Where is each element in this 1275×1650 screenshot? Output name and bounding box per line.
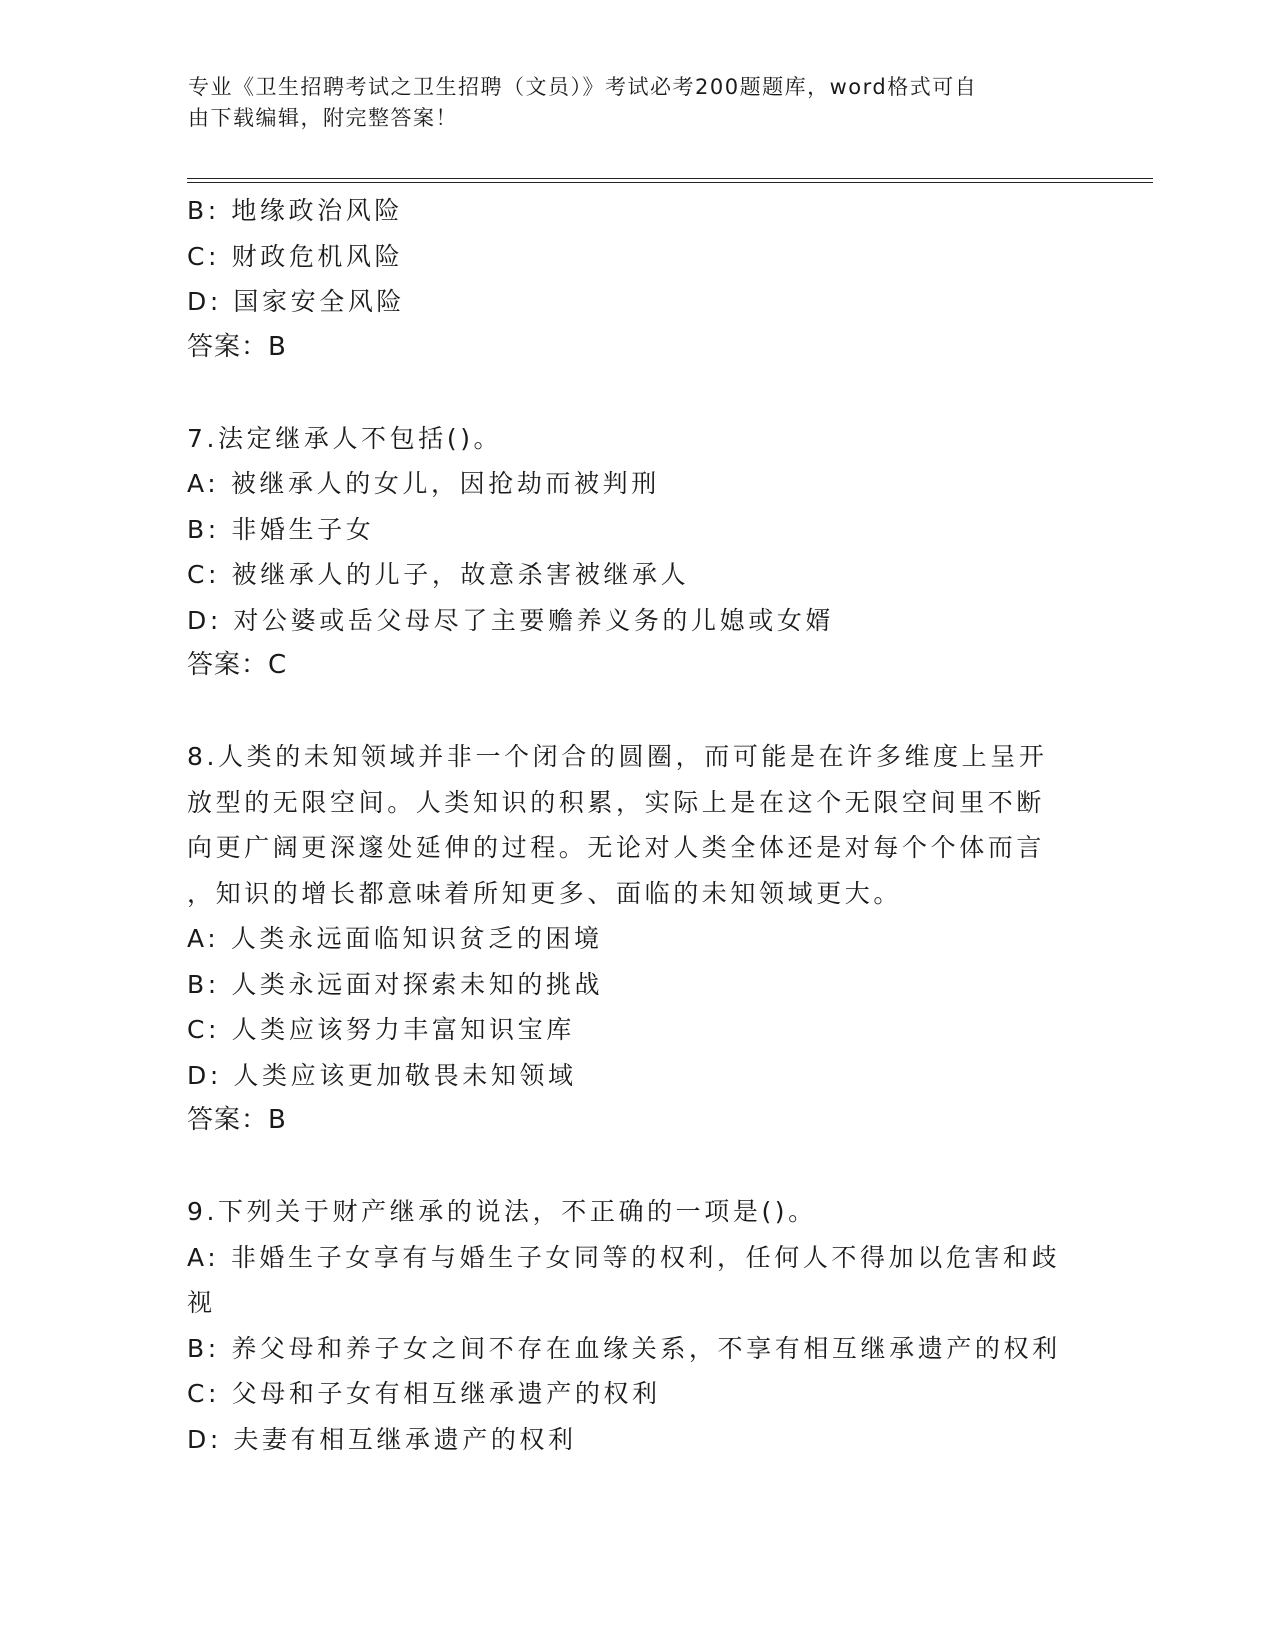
spacer bbox=[187, 689, 1087, 735]
q9-option-a-line-1: A: 非婚生子女享有与婚生子女同等的权利，任何人不得加以危害和歧 bbox=[187, 1242, 1061, 1272]
question-list bbox=[187, 188, 1087, 1462]
q9-option-d: D: 夫妻有相互继承遗产的权利 bbox=[187, 1424, 577, 1454]
q8-question-line-2: 放型的无限空间。人类知识的积累，实际上是在这个无限空间里不断 bbox=[187, 787, 1046, 817]
question-9 bbox=[187, 1189, 1087, 1462]
q9-option-b: B: 养父母和养子女之间不存在血缘关系，不享有相互继承遗产的权利 bbox=[187, 1333, 1061, 1363]
q7-question: 7.法定继承人不包括()。 bbox=[187, 423, 503, 453]
q9-question: 9.下列关于财产继承的说法，不正确的一项是()。 bbox=[187, 1197, 817, 1226]
q8-option-a: A: 人类永远面临知识贫乏的困境 bbox=[187, 924, 603, 953]
spacer bbox=[187, 370, 1087, 416]
q7-option-a: A: 被继承人的女儿，因抢劫而被判刑 bbox=[187, 469, 660, 498]
q7-answer: 答案：C bbox=[187, 650, 288, 680]
q8-option-c: C: 人类应该努力丰富知识宝库 bbox=[187, 1015, 575, 1044]
question-6 bbox=[187, 188, 1087, 370]
q8-option-d: D: 人类应该更加敬畏未知领域 bbox=[187, 1060, 577, 1090]
question-8 bbox=[187, 734, 1087, 1144]
q6-option-d: D: 国家安全风险 bbox=[187, 287, 406, 316]
header-divider-top bbox=[187, 178, 1153, 179]
q8-question-line-3: 向更广阔更深邃处延伸的过程。无论对人类全体还是对每个个体而言 bbox=[187, 833, 1046, 862]
q7-option-b: B: 非婚生子女 bbox=[187, 514, 375, 544]
header-line-1: 专业《卫生招聘考试之卫生招聘（文员）》考试必考200题题库，word格式可自 bbox=[188, 75, 978, 99]
q7-option-c: C: 被继承人的儿子，故意杀害被继承人 bbox=[187, 560, 690, 589]
header-line-2: 由下载编辑，附完整答案！ bbox=[188, 106, 458, 130]
q8-question-line-1: 8.人类的未知领域并非一个闭合的圆圈，而可能是在许多维度上呈开 bbox=[187, 742, 1048, 771]
q8-option-b: B: 人类永远面对探索未知的挑战 bbox=[187, 969, 604, 999]
q6-option-b: B: 地缘政治风险 bbox=[187, 196, 403, 225]
q9-option-c: C: 父母和子女有相互继承遗产的权利 bbox=[187, 1379, 661, 1408]
q9-option-a-line-2: 视 bbox=[187, 1288, 216, 1317]
q8-answer: 答案：B bbox=[187, 1105, 287, 1135]
question-7 bbox=[187, 416, 1087, 689]
document-header bbox=[188, 72, 1068, 134]
q7-option-d: D: 对公婆或岳父母尽了主要赡养义务的儿媳或女婿 bbox=[187, 605, 835, 635]
q6-answer: 答案：B bbox=[187, 331, 287, 362]
q6-option-c: C: 财政危机风险 bbox=[187, 241, 404, 271]
header-divider-bottom bbox=[187, 182, 1153, 183]
q8-question-line-4: ，知识的增长都意味着所知更多、面临的未知领域更大。 bbox=[187, 878, 903, 908]
spacer bbox=[187, 1144, 1087, 1190]
